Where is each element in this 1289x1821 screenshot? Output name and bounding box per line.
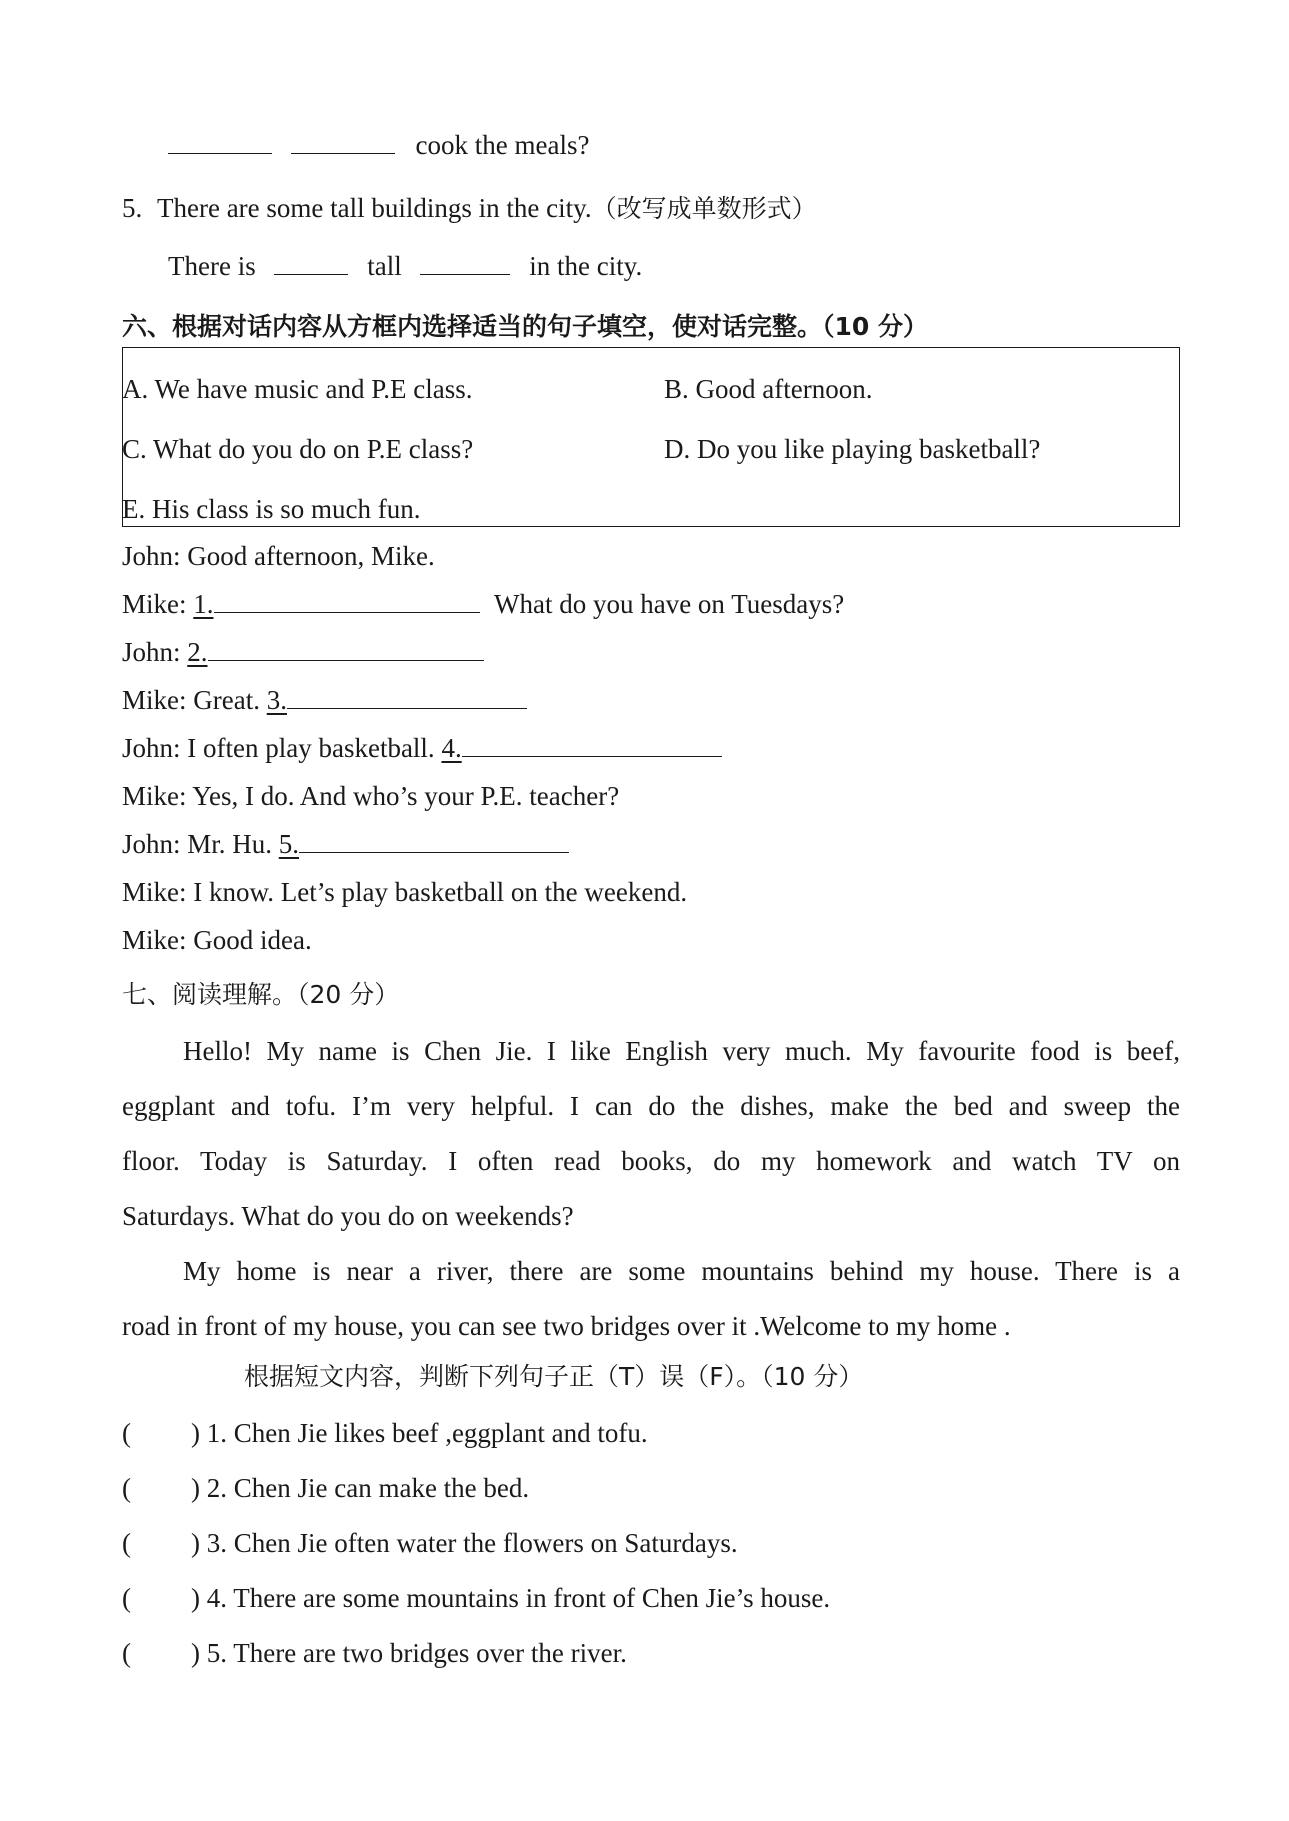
- paren-open: (: [122, 1473, 131, 1503]
- dialogue-text: I know. Let’s play basketball on the weekend.: [193, 877, 688, 907]
- q4-answer-line: [168, 131, 589, 159]
- q5-answer-pre: There is: [168, 251, 256, 281]
- q5-number: 5.: [122, 193, 143, 223]
- speaker: John:: [122, 829, 181, 859]
- answer-blank-2[interactable]: [187, 637, 483, 667]
- tf-item-1: [122, 1420, 648, 1447]
- reading-paragraph-2: [122, 1244, 1180, 1354]
- blank-number: 2.: [187, 637, 208, 667]
- paren-open: (: [122, 1583, 131, 1613]
- tf-text: 5. There are two bridges over the river.: [206, 1638, 627, 1668]
- dialogue-text: I often play basketball.: [187, 733, 435, 763]
- para1-line-2: eggplant and tofu. I’m very helpful. I can do the dishes, make the bed and sweep the: [122, 1091, 1180, 1121]
- paren-close: ): [191, 1638, 200, 1668]
- speaker: John:: [122, 637, 181, 667]
- speaker: Mike:: [122, 685, 187, 715]
- blank-number: 5.: [278, 829, 300, 859]
- option-a: A. We have music and P.E class.: [122, 374, 473, 404]
- para2-line-2: road in front of my house, you can see two bridges over it .Welcome to my home .: [122, 1311, 1011, 1341]
- tf-item-3: [122, 1530, 738, 1557]
- para1-line-4: Saturdays. What do you do on weekends?: [122, 1201, 574, 1231]
- dialogue-text: Good idea.: [193, 925, 312, 955]
- dialogue-line-2: [122, 639, 484, 666]
- speaker: Mike:: [122, 877, 187, 907]
- tf-text: 4. There are some mountains in front of Chen Jie’s house.: [206, 1583, 831, 1613]
- section7-title: 七、阅读理解。（20 分）: [122, 980, 400, 1009]
- q5-answer-mid: tall: [367, 251, 402, 281]
- q5-instruction: （改写成单数形式）: [591, 194, 817, 223]
- option-b: B. Good afternoon.: [664, 374, 873, 404]
- dialogue-line-4: [122, 735, 722, 762]
- paren-close: ): [191, 1418, 200, 1448]
- paren-close: ): [191, 1528, 200, 1558]
- para1-line-3: floor. Today is Saturday. I often read books, do my homework and watch TV on: [122, 1146, 1180, 1176]
- q4-blank-2[interactable]: [291, 131, 395, 154]
- q5-answer-line: [168, 252, 642, 280]
- speaker: John:: [122, 733, 181, 763]
- speaker: Mike:: [122, 925, 187, 955]
- dialogue-text: Yes, I do. And who’s your P.E. teacher?: [192, 781, 620, 811]
- answer-blank-5[interactable]: [279, 829, 569, 859]
- dialogue-line-8: [122, 927, 312, 954]
- para2-line-1: My home is near a river, there are some mountains behind my house. There is a: [183, 1256, 1180, 1286]
- dialogue-line-5: [122, 783, 619, 810]
- q5-question: [122, 195, 817, 222]
- dialogue-text: Good afternoon, Mike.: [187, 541, 435, 571]
- dialogue-text: Great.: [193, 685, 260, 715]
- q5-blank-1[interactable]: [274, 252, 348, 275]
- speaker: Mike:: [122, 781, 187, 811]
- option-e: E. His class is so much fun.: [122, 494, 421, 524]
- tf-instruction: 根据短文内容，判断下列句子正（T）误（F）。（10 分）: [244, 1362, 864, 1391]
- answer-blank-1[interactable]: [193, 591, 485, 618]
- tf-text: 1. Chen Jie likes beef ,eggplant and tofu.: [206, 1418, 648, 1448]
- dialogue-line-3: [122, 687, 527, 714]
- tf-item-2: [122, 1475, 529, 1502]
- dialogue-text: What do you have on Tuesdays?: [494, 589, 845, 619]
- tf-text: 2. Chen Jie can make the bed.: [206, 1473, 530, 1503]
- reading-paragraph-1: [122, 1024, 1180, 1244]
- blank-number: 4.: [441, 733, 462, 763]
- q5-blank-2[interactable]: [420, 252, 510, 275]
- speaker: John:: [122, 541, 181, 571]
- answer-blank-3[interactable]: [267, 685, 527, 715]
- option-c: C. What do you do on P.E class?: [122, 434, 474, 464]
- dialogue-line-6: [122, 831, 569, 858]
- tf-text: 3. Chen Jie often water the flowers on Saturdays.: [206, 1528, 738, 1558]
- dialogue-line-7: [122, 879, 687, 906]
- tf-item-5: [122, 1640, 627, 1667]
- tf-item-4: [122, 1585, 830, 1612]
- para1-line-1: Hello! My name is Chen Jie. I like English very much. My favourite food is beef,: [183, 1036, 1180, 1066]
- paren-open: (: [122, 1528, 131, 1558]
- section6-title: 六、根据对话内容从方框内选择适当的句子填空，使对话完整。（10 分）: [122, 312, 928, 341]
- paren-close: ): [191, 1583, 200, 1613]
- q4-tail-text: cook the meals?: [415, 130, 590, 160]
- option-d: D. Do you like playing basketball?: [664, 434, 1041, 464]
- answer-blank-4[interactable]: [441, 733, 721, 763]
- q5-answer-post: in the city.: [529, 251, 643, 281]
- q5-sentence: There are some tall buildings in the city.: [157, 193, 592, 223]
- q4-blank-1[interactable]: [168, 131, 272, 154]
- blank-number: 3.: [266, 685, 287, 715]
- dialogue-line-1: [122, 591, 844, 618]
- dialogue-text: Mr. Hu.: [187, 829, 273, 859]
- blank-number: 1.: [193, 589, 214, 619]
- speaker: Mike:: [122, 589, 187, 619]
- paren-close: ): [191, 1473, 200, 1503]
- paren-open: (: [122, 1418, 131, 1448]
- dialogue-line-0: [122, 543, 435, 570]
- paren-open: (: [122, 1638, 131, 1668]
